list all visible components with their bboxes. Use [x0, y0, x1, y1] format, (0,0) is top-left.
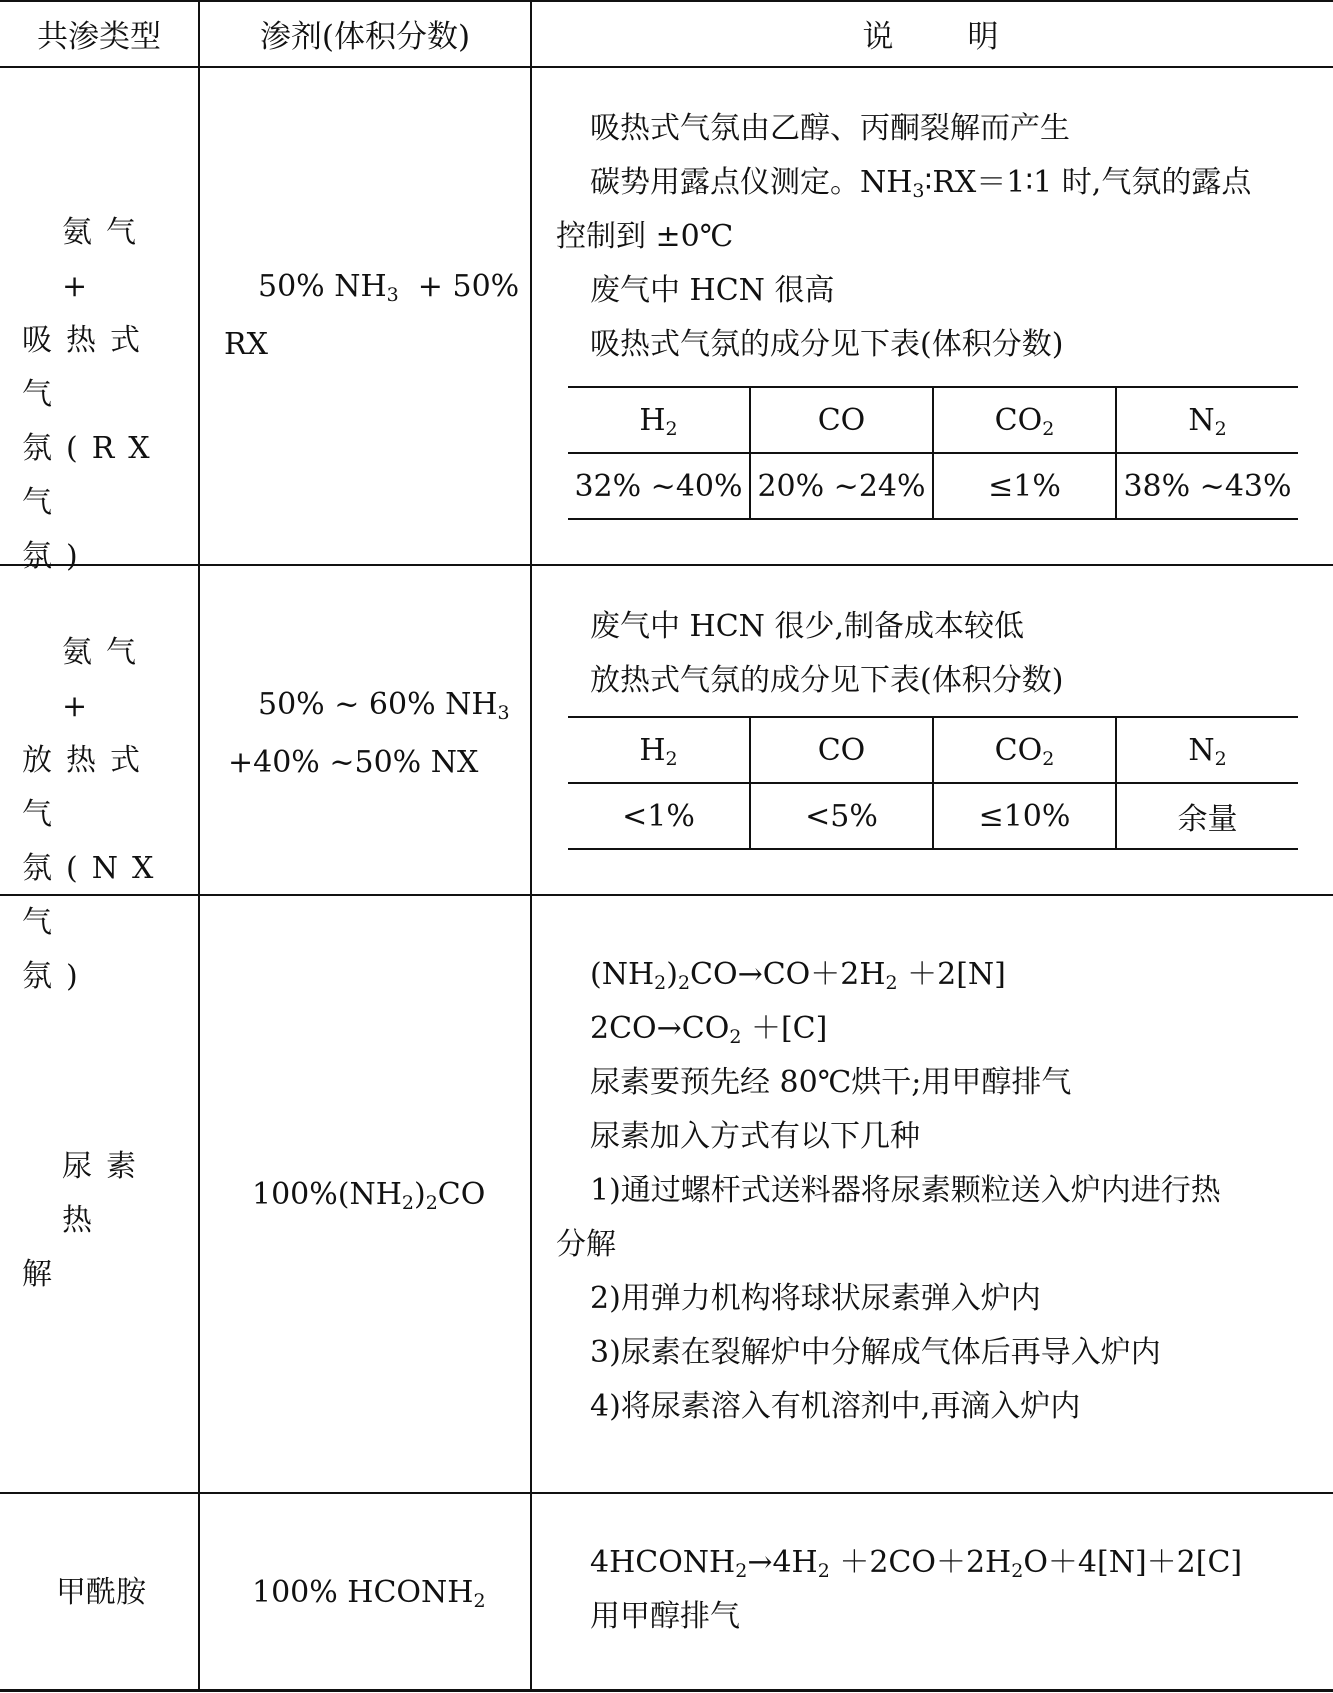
- column-divider: [198, 0, 200, 1692]
- row3-agent: $100\%(NH_2)_2CO$: [252, 1177, 486, 1214]
- subtable-cell: 32% ~40%: [568, 453, 750, 519]
- column-divider: [530, 0, 532, 1692]
- subtable-header: $H_2$: [568, 717, 750, 783]
- row4-notes: $4HCONH_2\to 4H_2 +2CO+2H_2O+4[N]+2[C]$ 用甲醇排气: [590, 1545, 1243, 1634]
- row2-agent: 50% ~ 60% $NH_3$ +40% ~50% NX: [228, 687, 510, 780]
- row3-type: 尿素热 解: [22, 1149, 150, 1292]
- subtable-value-row: [568, 783, 1298, 849]
- subtable-value-row: [568, 453, 1298, 519]
- subtable-header: $CO_2$: [933, 717, 1116, 783]
- row2-type: 氨气 + 放热式气 氛(NX 气 氛): [22, 635, 168, 994]
- subtable-cell: <5%: [750, 783, 933, 849]
- subtable-header: $H_2$: [568, 387, 750, 453]
- row4-type: 甲酰胺: [56, 1575, 146, 1610]
- row1-agent: 50% $NH_3 + 50\%$ RX: [224, 269, 520, 362]
- row2-notes: 废气中 HCN 很少,制备成本较低 放热式气氛的成分见下表(体积分数): [590, 609, 1064, 698]
- row1-type: 氨气 + 吸热式气 氛(RX 气 氛): [22, 215, 164, 574]
- subtable-header: CO: [750, 717, 933, 783]
- subtable-header: $CO_2$: [933, 387, 1116, 453]
- subtable-cell: <1%: [568, 783, 750, 849]
- rx-composition-table: [568, 386, 1298, 520]
- subtable-header: CO: [750, 387, 933, 453]
- subtable-cell: 38% ~43%: [1116, 453, 1298, 519]
- row4-agent: 100% $HCONH_2$: [252, 1575, 486, 1612]
- subtable-cell: 20% ~24%: [750, 453, 933, 519]
- subtable-header-row: [568, 717, 1298, 783]
- header-type: 共渗类型: [37, 18, 161, 55]
- subtable-header: $N_2$: [1116, 387, 1298, 453]
- header-note: 说 明: [862, 18, 1003, 55]
- subtable-cell: ≤1%: [933, 453, 1116, 519]
- subtable-header: $N_2$: [1116, 717, 1298, 783]
- row1-notes: 吸热式气氛由乙醇、丙酮裂解而产生 碳势用露点仪测定。$NH_3∶RX=1∶1$ 时,气氛的露点 控制到 ±0℃ 废气中 HCN 很高 吸热式气氛的成分见下表(体积分数): [556, 111, 1252, 362]
- subtable-header-row: [568, 387, 1298, 453]
- header-agent: 渗剂(体积分数): [259, 18, 471, 55]
- subtable-cell: 余量: [1116, 783, 1298, 849]
- row3-notes: $(NH_2)_2CO\to CO+2H_2 +2[N]$ $2CO\to CO_2 +[C]$ 尿素要预先经 80℃烘干;用甲醇排气 尿素加入方式有以下几种 1)通过螺杆式送料器将尿素颗粒送入炉内进行热 分解 2)用弹力机构将球状尿素弹入炉内 3)尿素在裂解炉中分解成气体后再导入炉内 4)将尿素溶入有机溶剂中,再滴入炉内: [556, 957, 1221, 1424]
- nx-composition-table: [568, 716, 1298, 850]
- subtable-cell: ≤10%: [933, 783, 1116, 849]
